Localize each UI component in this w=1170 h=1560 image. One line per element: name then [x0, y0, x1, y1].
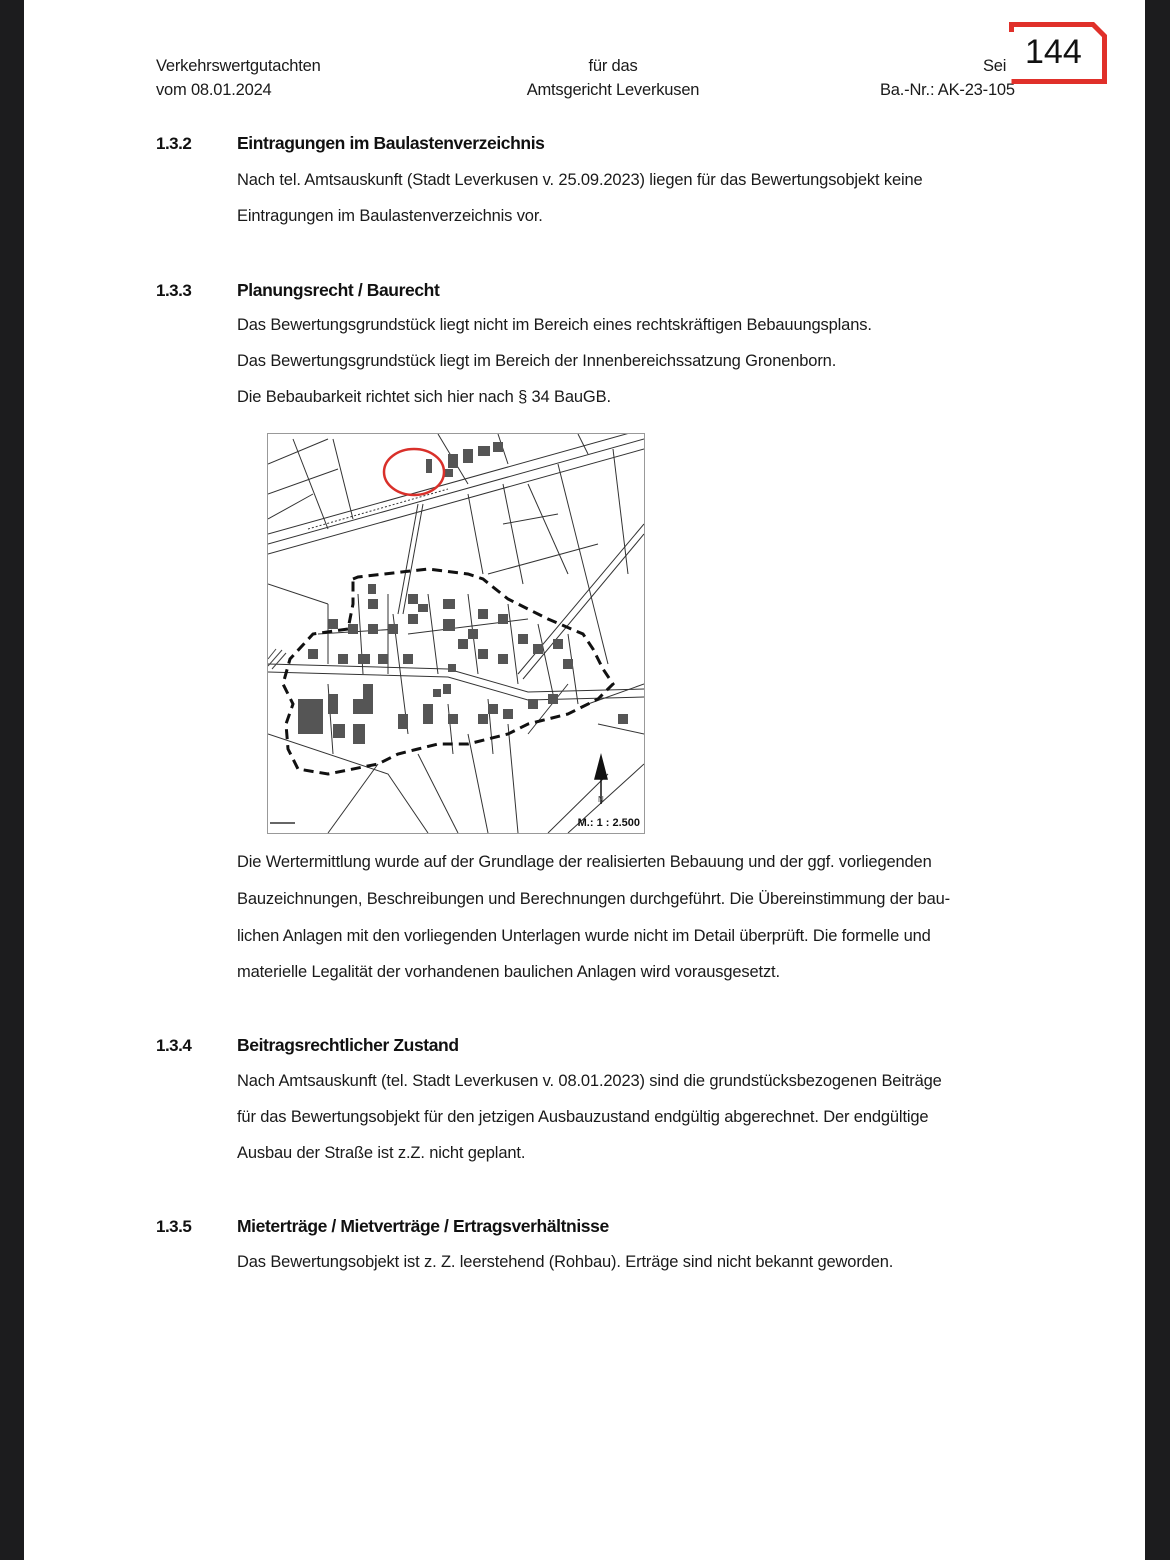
header-center-court: Amtsgericht Leverkusen — [526, 81, 700, 99]
header-left-title: Verkehrswertgutachten — [156, 57, 321, 75]
section-number: 1.3.5 — [156, 1217, 192, 1236]
section-title: Eintragungen im Baulastenverzeichnis — [237, 133, 545, 153]
header-right-case-number: Ba.-Nr.: AK-23-105 — [880, 81, 1015, 99]
paragraph-line: Die Wertermittlung wurde auf der Grundlage der realisierten Bebauung und der ggf. vorliegenden — [237, 853, 932, 871]
header-right-page-label: Sei — [983, 57, 1007, 75]
section-title: Beitragsrechtlicher Zustand — [237, 1035, 459, 1055]
section-number: 1.3.4 — [156, 1036, 192, 1055]
north-label: N — [598, 795, 604, 804]
header-center-line1: für das — [588, 57, 638, 75]
paragraph-line: Bauzeichnungen, Beschreibungen und Berechnungen durchgeführt. Die Übereinstimmung der bau- — [237, 890, 950, 908]
document-page — [24, 0, 1145, 1560]
paragraph-line: Das Bewertungsgrundstück liegt im Bereich der Innenbereichssatzung Gronenborn. — [237, 352, 837, 370]
page-number-badge — [1009, 22, 1107, 84]
paragraph-line: Das Bewertungsobjekt ist z. Z. leerstehend (Rohbau). Erträge sind nicht bekannt geworden. — [237, 1253, 894, 1271]
map-scale-label: M.: 1 : 2.500 — [577, 817, 640, 829]
section-title: Mieterträge / Mietverträge / Ertragsverhältnisse — [237, 1216, 609, 1236]
section-title: Planungsrecht / Baurecht — [237, 280, 440, 300]
map-drawing-icon — [268, 434, 644, 833]
paragraph-line: materielle Legalität der vorhandenen baulichen Anlagen wird vorausgesetzt. — [237, 963, 780, 981]
section-number: 1.3.3 — [156, 281, 192, 300]
paragraph-line: Eintragungen im Baulastenverzeichnis vor. — [237, 207, 543, 225]
paragraph-line: Die Bebaubarkeit richtet sich hier nach § 34 BauGB. — [237, 388, 611, 406]
page-number: 144 — [1025, 33, 1082, 71]
paragraph-line: lichen Anlagen mit den vorliegenden Unterlagen wurde nicht im Detail überprüft. Die formelle und — [237, 927, 931, 945]
paragraph-line: Das Bewertungsgrundstück liegt nicht im Bereich eines rechtskräftigen Bebauungsplans. — [237, 316, 872, 334]
section-number: 1.3.2 — [156, 134, 192, 153]
paragraph-line: Nach Amtsauskunft (tel. Stadt Leverkusen v. 08.01.2023) sind die grundstücksbezogenen Beiträge — [237, 1072, 942, 1090]
paragraph-line: Nach tel. Amtsauskunft (Stadt Leverkusen v. 25.09.2023) liegen für das Bewertungsobjekt keine — [237, 171, 923, 189]
header-left-date: vom 08.01.2024 — [156, 81, 272, 99]
cadastral-map — [267, 433, 645, 834]
paragraph-line: für das Bewertungsobjekt für den jetzigen Ausbauzustand endgültig abgerechnet. Der endgültige — [237, 1108, 929, 1126]
paragraph-line: Ausbau der Straße ist z.Z. nicht geplant. — [237, 1144, 526, 1162]
